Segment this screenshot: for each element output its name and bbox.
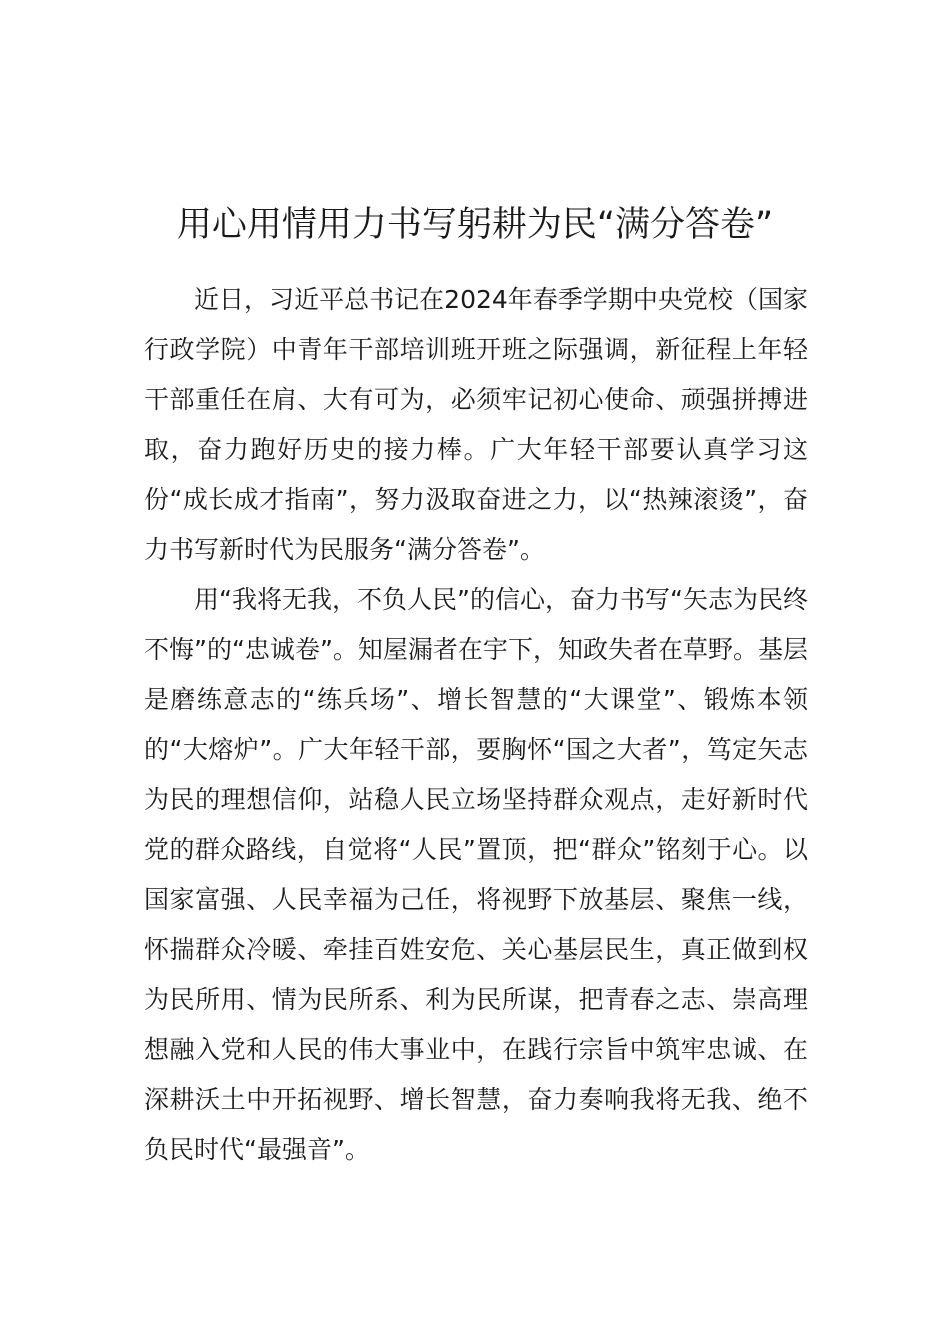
paragraph-2: 用“我将无我，不负人民”的信心，奋力书写“矢志为民终不悔”的“忠诚卷”。知屋漏者在宇下，知政失者在草野。基层是磨练意志的“练兵场”、增长智慧的“大课堂”、锻炼本领的“大熔炉”。广大年轻干部，要胸怀“国之大者”，笃定矢志为民的理想信仰，站稳人民立场坚持群众观点，走好新时代党的群众路线，自觉将“人民”置顶，把“群众”铭刻于心。以国家富强、人民幸福为己任，将视野下放基层、聚焦一线，怀揣群众冷暖、牵挂百姓安危、关心基层民生，真正做到权为民所用、情为民所系、利为民所谋，把青春之志、崇高理想融入党和人民的伟大事业中，在践行宗旨中筑牢忠诚、在深耕沃土中开拓视野、增长智慧，奋力奏响我将无我、绝不负民时代“最强音”。 xyxy=(144,585,808,1164)
document-body xyxy=(144,275,808,1175)
paragraph-1: 近日，习近平总书记在2024年春季学期中央党校（国家行政学院）中青年干部培训班开班之际强调，新征程上年轻干部重任在肩、大有可为，必须牢记初心使命、顽强拼搏进取，奋力跑好历史的接力棒。广大年轻干部要认真学习这份“成长成才指南”，努力汲取奋进之力，以“热辣滚烫”，奋力书写新时代为民服务“满分答卷”。 xyxy=(144,285,808,564)
document-title: 用心用情用力书写躬耕为民“满分答卷” xyxy=(176,205,774,246)
